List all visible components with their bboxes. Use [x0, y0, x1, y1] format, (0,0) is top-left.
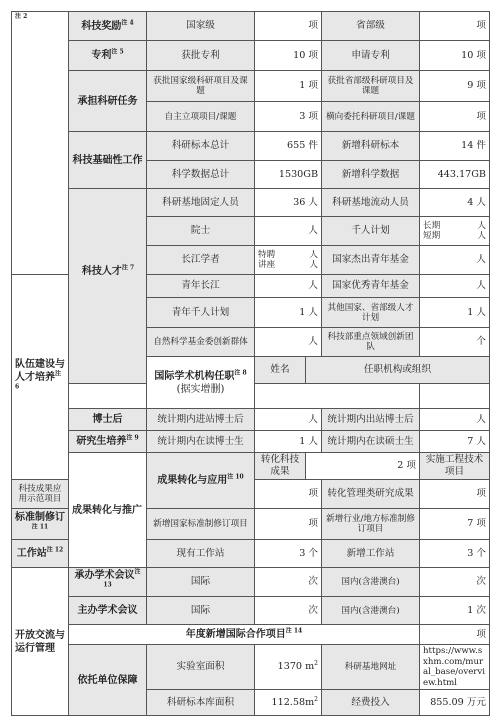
cell-label: 横向委托科研项目/课题: [322, 102, 420, 132]
cell-value: 人: [255, 409, 322, 431]
empty-cell: [255, 384, 420, 409]
cell-label: 现有工作站: [147, 540, 255, 568]
cell-value: 次: [255, 568, 322, 597]
cell-label: 申请专利: [322, 41, 420, 71]
cell-label: 获批专利: [147, 41, 255, 71]
cell-label: 院士: [147, 217, 255, 246]
cell-value: 7 项: [420, 509, 490, 540]
cell-value: 人: [255, 217, 322, 246]
cell-label: 科研基地固定人员: [147, 189, 255, 217]
cell-value: 人: [420, 246, 490, 275]
cell-label: 获批省部级科研项目及课题: [322, 71, 420, 102]
cell-label: 千人计划: [322, 217, 420, 246]
cell-label: 国家级: [147, 12, 255, 41]
cell-label: 新增工作站: [322, 540, 420, 568]
cell-value: 1370 $m^2$: [255, 645, 322, 690]
row-label-talent: 科技人才$^{注 7}$: [81, 264, 135, 277]
cell-value: 项: [255, 509, 322, 540]
row-label-postdoc: 博士后: [69, 409, 147, 431]
row-label-support: 依托单位保障: [69, 645, 147, 716]
cell-value: 人: [255, 275, 322, 298]
cell-label: 科技部重点领域创新团队: [322, 328, 420, 357]
category-transfer: 成果转化与推广: [69, 453, 147, 568]
row-label-main-conference: 主办学术会议: [69, 597, 147, 625]
cell-label: 统计期内出站博士后: [322, 409, 420, 431]
cell-label: 省部级: [322, 12, 420, 41]
cell-label: 长江学者: [147, 246, 255, 275]
row-label-patent: 专利$^{注 5}$: [69, 41, 147, 71]
cell-label: 科研标本库面积: [147, 690, 255, 716]
cell-value: 项: [420, 480, 490, 509]
row-label-intl-org: 国际学术机构任职$^{注 8}$ (据实增删): [147, 357, 255, 409]
row-label-grad-training: 研究生培养$^{注 9}$: [69, 431, 147, 453]
cell-label: 转化管理类研究成果: [322, 480, 420, 509]
cell-value: 655 件: [255, 132, 322, 161]
cell-value: 3 个: [255, 540, 322, 568]
cell-label: 经费投入: [322, 690, 420, 716]
cell-value: 项: [420, 12, 490, 41]
row-label-intl-coop: 年度新增国际合作项目$^{注 14}$: [69, 625, 420, 645]
cell-value: 9 项: [420, 71, 490, 102]
cell-label: 新增科学数据: [322, 161, 420, 189]
cell-value: 人: [420, 275, 490, 298]
cell-value: 1 人: [255, 298, 322, 328]
cell-value: 项: [255, 12, 322, 41]
cell-label: 国内(含港澳台): [322, 597, 420, 625]
column-header-org: 任职机构或组织: [306, 357, 490, 384]
category-team-training: 队伍建设与人才培养$^{注 6}$: [12, 275, 69, 480]
row-label-sci-award: 科技奖励$^{注 4}$: [69, 12, 147, 41]
row-label-basic-work: 科技基础性工作: [69, 132, 147, 189]
cell-label: 统计期内在读博士生: [147, 431, 255, 453]
row-label-projects: 承担科研任务: [69, 71, 147, 132]
category-open-exchange: 开放交流与运行管理: [12, 568, 69, 716]
cell-value: 443.17GB: [420, 161, 490, 189]
cell-value: 个: [420, 328, 490, 357]
cell-label: 国家杰出青年基金: [322, 246, 420, 275]
cell-label: 新增科研标本: [322, 132, 420, 161]
cell-label: 获批国家级科研项目及课题: [147, 71, 255, 102]
row-label-standards: 标准制修订$^{注 11}$: [12, 509, 69, 540]
cell-value: 1 人: [255, 431, 322, 453]
cell-value: 长期 人 短期 人: [420, 217, 490, 246]
cell-value: 3 项: [255, 102, 322, 132]
cell-label: 新增国家标准制修订项目: [147, 509, 255, 540]
cell-value: 1 项: [255, 71, 322, 102]
cell-value: 项: [255, 480, 322, 509]
cell-label: 科技成果应用示范项目: [12, 480, 69, 509]
cell-label: 科学数据总计: [147, 161, 255, 189]
cell-value: 1 人: [420, 298, 490, 328]
cell-value: 人: [420, 409, 490, 431]
cell-label: 转化科技成果: [255, 453, 306, 480]
cell-value: 项: [420, 102, 490, 132]
cell-label: 青年长江: [147, 275, 255, 298]
cell-value: 3 个: [420, 540, 490, 568]
cell-value: 7 人: [420, 431, 490, 453]
cell-value: 1530GB: [255, 161, 322, 189]
cell-value: 14 件: [420, 132, 490, 161]
cell-value: 项: [420, 625, 490, 645]
cell-label: 国家优秀青年基金: [322, 275, 420, 298]
cell-label: 统计期内在读硕士生: [322, 431, 420, 453]
cell-value: 次: [420, 568, 490, 597]
empty-cell: [420, 384, 490, 409]
column-header-name: 姓名: [255, 357, 306, 384]
cell-label: 科研基地网址: [322, 645, 420, 690]
cell-value: 人: [255, 328, 322, 357]
cell-value: $112.58m^2$: [255, 690, 322, 716]
cell-label: 自然科学基金委创新群体: [147, 328, 255, 357]
cell-label: 实施工程技术项目: [420, 453, 490, 480]
row-label-workstation: 工作站$^{注 12}$: [12, 540, 69, 568]
cell-label: 科研基地流动人员: [322, 189, 420, 217]
cell-label: 国际: [147, 568, 255, 597]
cell-label: 青年千人计划: [147, 298, 255, 328]
cell-label: 统计期内进站博士后: [147, 409, 255, 431]
empty-cell: [69, 384, 147, 409]
cell-value: 特聘 人 讲座 人: [255, 246, 322, 275]
cell-value: 次: [255, 597, 322, 625]
category-note-cell: 注 2: [12, 12, 69, 275]
row-label-host-conference: 承办学术会议$^{注 13}$: [69, 568, 147, 597]
research-base-stats-table: [11, 11, 490, 716]
cell-label: 实验室面积: [147, 645, 255, 690]
cell-value: 4 人: [420, 189, 490, 217]
cell-label: 其他国家、省部级人才计划: [322, 298, 420, 328]
cell-value: 855.09 万元: [420, 690, 490, 716]
row-label-achievement: 成果转化与应用$^{注 10}$: [147, 453, 255, 509]
cell-label: 科研标本总计: [147, 132, 255, 161]
cell-value: 1 次: [420, 597, 490, 625]
cell-label: 国际: [147, 597, 255, 625]
cell-value: 10 项: [255, 41, 322, 71]
cell-label: 自主立项项目/课题: [147, 102, 255, 132]
cell-value: 2 项: [306, 453, 420, 480]
cell-value: 36 人: [255, 189, 322, 217]
cell-label: 新增行业/地方标准制修订项目: [322, 509, 420, 540]
cell-value: 10 项: [420, 41, 490, 71]
website-url-link[interactable]: https://www.sxhm.com/mural_base/overview.html: [420, 645, 490, 690]
cell-label: 国内(含港澳台): [322, 568, 420, 597]
row-label-blank: [69, 189, 147, 384]
